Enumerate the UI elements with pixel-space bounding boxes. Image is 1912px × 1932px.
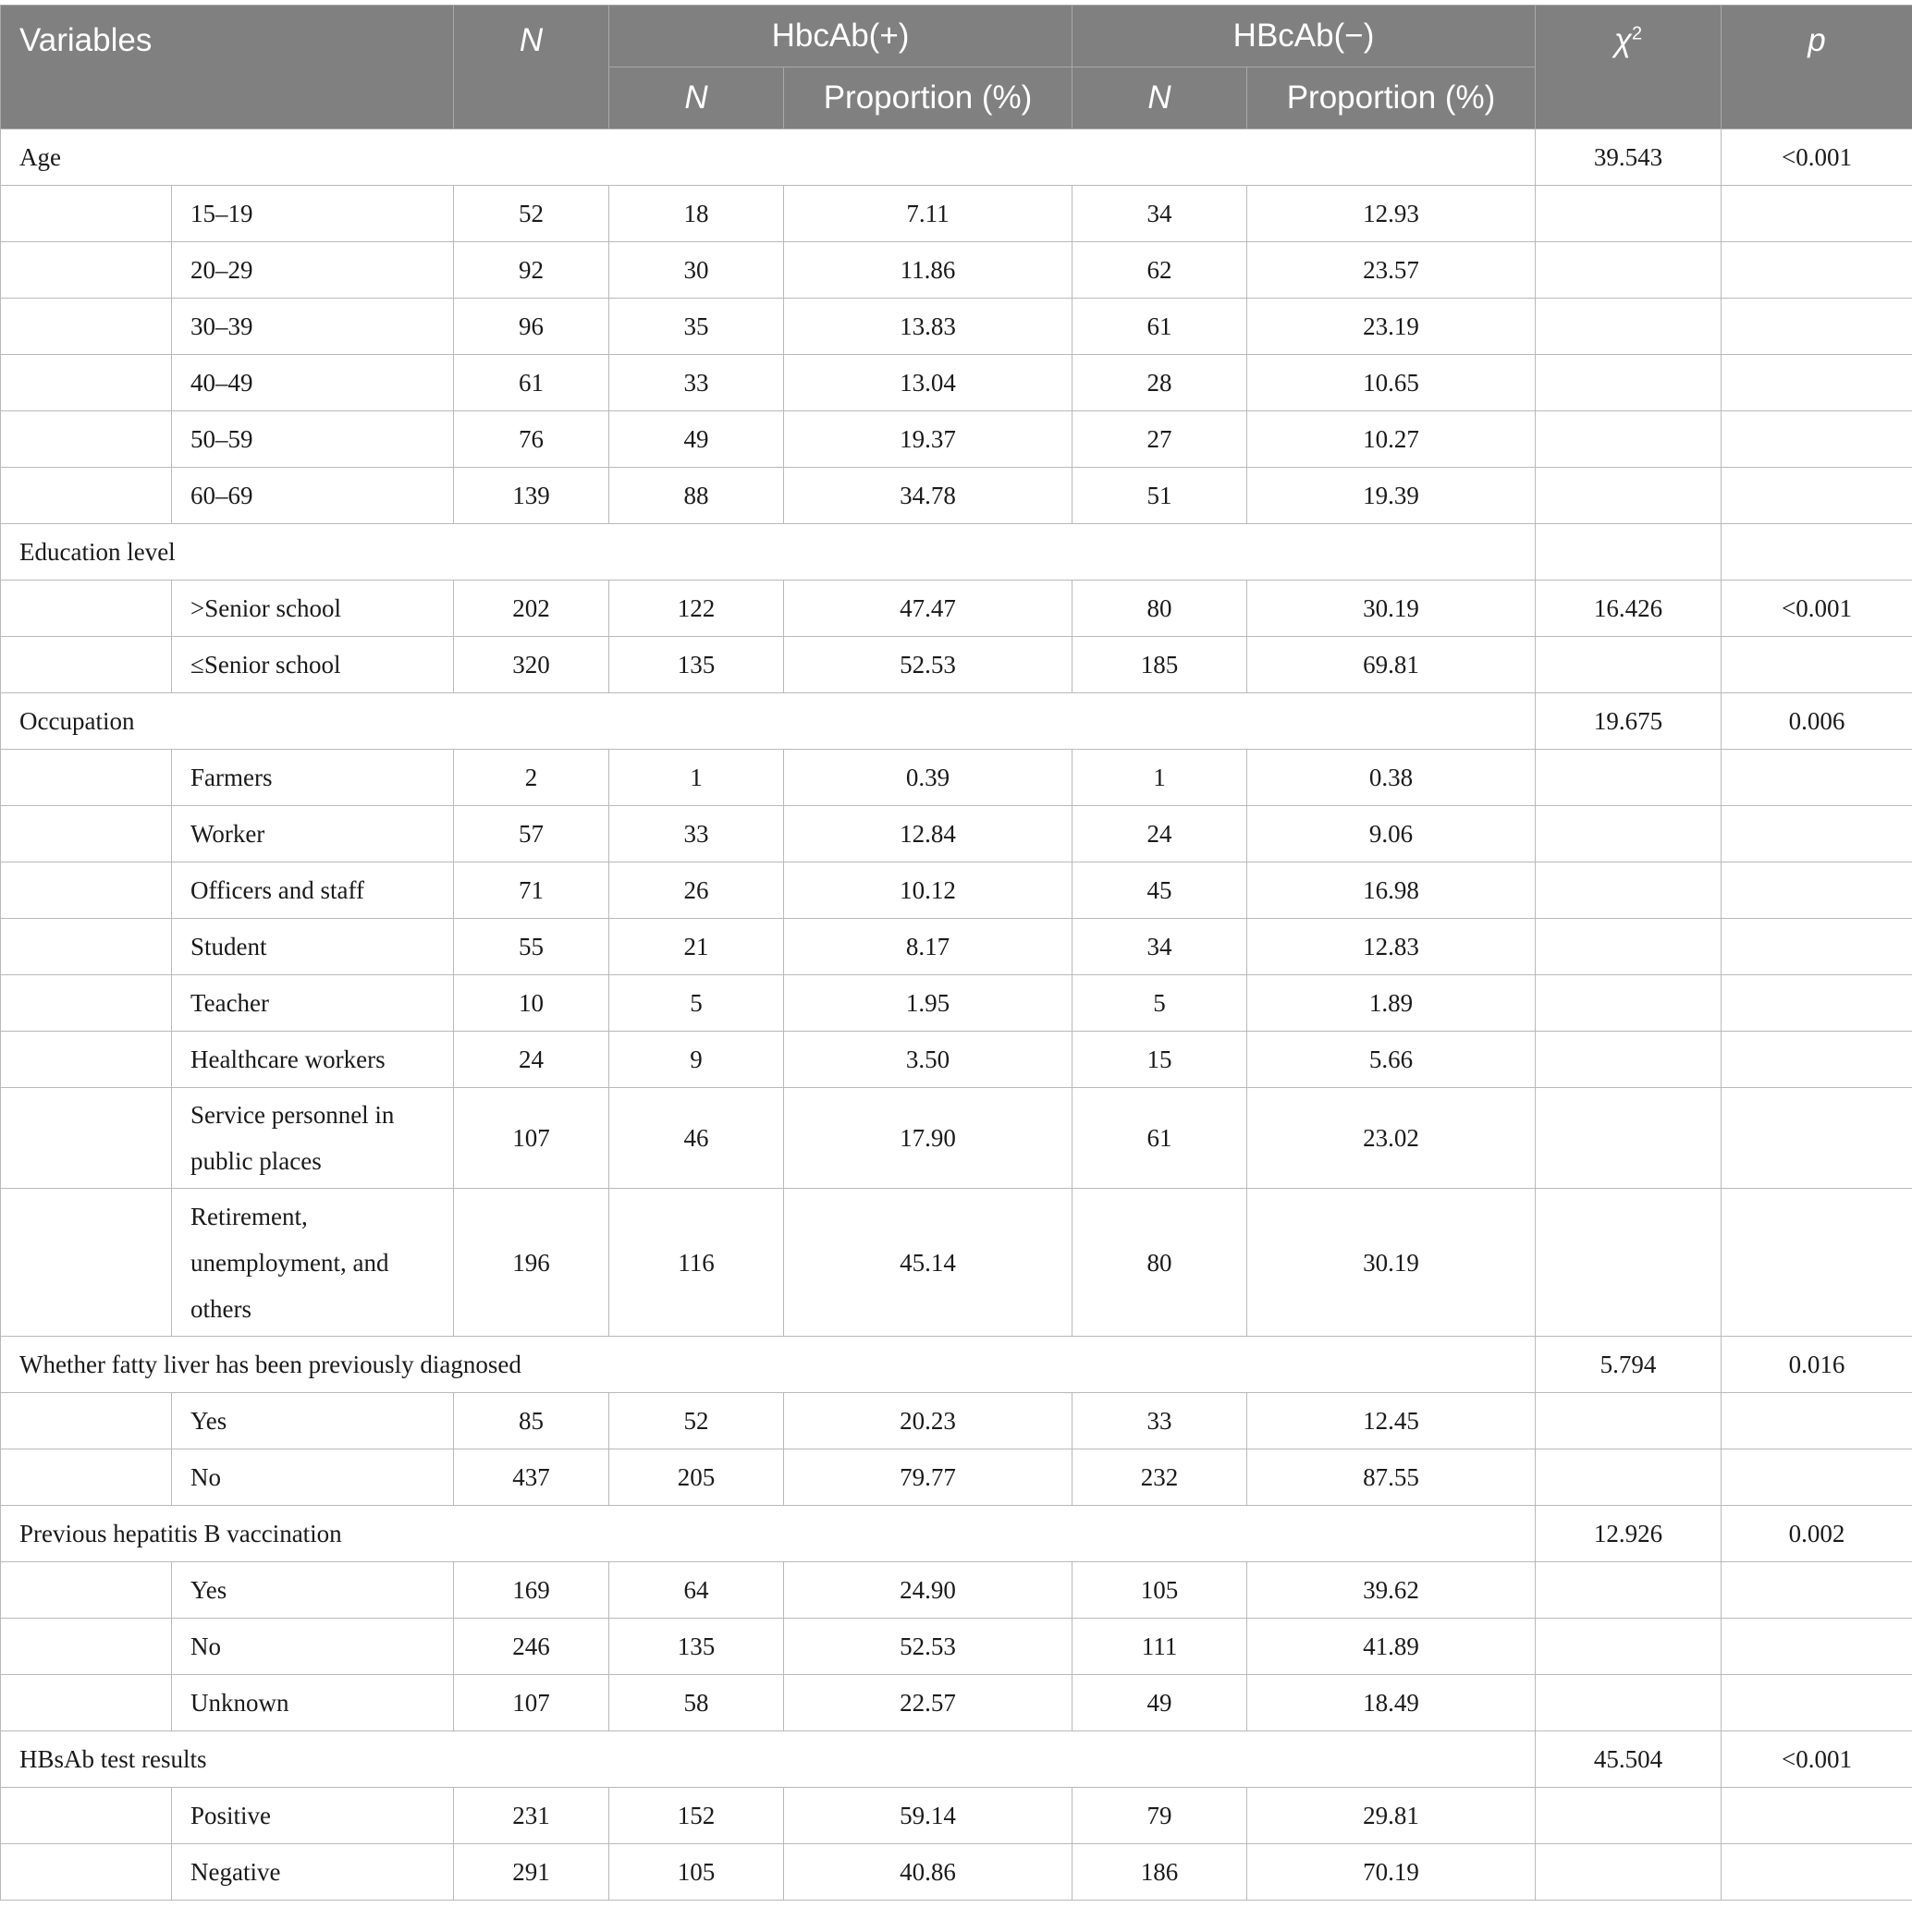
indent-cell bbox=[1, 468, 172, 524]
header-chi-square bbox=[1536, 6, 1722, 129]
positive-proportion: 59.14 bbox=[784, 1788, 1072, 1844]
chi-square-value bbox=[1536, 1088, 1722, 1189]
negative-n: 186 bbox=[1072, 1844, 1247, 1901]
p-value bbox=[1722, 1393, 1912, 1449]
p-value bbox=[1722, 468, 1912, 524]
table-row bbox=[1, 299, 1912, 355]
negative-n: 105 bbox=[1072, 1562, 1247, 1619]
positive-n: 88 bbox=[609, 468, 784, 524]
row-label: Healthcare workers bbox=[172, 1032, 454, 1088]
total-n: 61 bbox=[454, 355, 609, 411]
indent-cell bbox=[1, 242, 172, 299]
positive-n: 46 bbox=[609, 1088, 784, 1189]
positive-n: 52 bbox=[609, 1393, 784, 1449]
chi-square-value: 12.926 bbox=[1536, 1506, 1722, 1562]
chi-square-value: 45.504 bbox=[1536, 1731, 1722, 1788]
p-value bbox=[1722, 1189, 1912, 1337]
total-n: 196 bbox=[454, 1189, 609, 1337]
positive-proportion: 79.77 bbox=[784, 1449, 1072, 1506]
row-label: Yes bbox=[172, 1562, 454, 1619]
indent-cell bbox=[1, 1189, 172, 1337]
header-neg-n: N bbox=[1072, 67, 1247, 129]
positive-proportion: 40.86 bbox=[784, 1844, 1072, 1901]
indent-cell bbox=[1, 919, 172, 975]
header-p-value: p bbox=[1722, 6, 1912, 129]
positive-proportion: 22.57 bbox=[784, 1675, 1072, 1731]
positive-proportion: 8.17 bbox=[784, 919, 1072, 975]
chi-square-value bbox=[1536, 1189, 1722, 1337]
chi-superscript: 2 bbox=[1632, 23, 1643, 44]
positive-proportion: 19.37 bbox=[784, 411, 1072, 468]
group-row bbox=[1, 1506, 1912, 1562]
row-label: Yes bbox=[172, 1393, 454, 1449]
positive-proportion: 45.14 bbox=[784, 1189, 1072, 1337]
indent-cell bbox=[1, 1088, 172, 1189]
indent-cell bbox=[1, 1562, 172, 1619]
row-label: >Senior school bbox=[172, 581, 454, 637]
negative-n: 34 bbox=[1072, 919, 1247, 975]
group-label: Previous hepatitis B vaccination bbox=[1, 1506, 1536, 1562]
total-n: 202 bbox=[454, 581, 609, 637]
negative-n: 28 bbox=[1072, 355, 1247, 411]
negative-n: 1 bbox=[1072, 750, 1247, 806]
table-row bbox=[1, 468, 1912, 524]
positive-n: 9 bbox=[609, 1032, 784, 1088]
group-row bbox=[1, 129, 1912, 186]
total-n: 76 bbox=[454, 411, 609, 468]
negative-proportion: 9.06 bbox=[1247, 806, 1536, 862]
chi-square-value bbox=[1536, 411, 1722, 468]
group-label: Occupation bbox=[1, 693, 1536, 750]
row-label: 15–19 bbox=[172, 186, 454, 242]
row-label: 40–49 bbox=[172, 355, 454, 411]
table-row bbox=[1, 750, 1912, 806]
p-value bbox=[1722, 299, 1912, 355]
negative-n: 185 bbox=[1072, 637, 1247, 693]
p-value bbox=[1722, 1844, 1912, 1901]
indent-cell bbox=[1, 1449, 172, 1506]
p-value bbox=[1722, 862, 1912, 919]
row-label: 30–39 bbox=[172, 299, 454, 355]
p-value bbox=[1722, 1619, 1912, 1675]
row-label: 50–59 bbox=[172, 411, 454, 468]
negative-proportion: 18.49 bbox=[1247, 1675, 1536, 1731]
data-table bbox=[0, 5, 1912, 1901]
positive-n: 26 bbox=[609, 862, 784, 919]
table-row bbox=[1, 1032, 1912, 1088]
total-n: 437 bbox=[454, 1449, 609, 1506]
negative-proportion: 39.62 bbox=[1247, 1562, 1536, 1619]
table-row bbox=[1, 637, 1912, 693]
p-value bbox=[1722, 411, 1912, 468]
positive-proportion: 12.84 bbox=[784, 806, 1072, 862]
row-label: 60–69 bbox=[172, 468, 454, 524]
negative-n: 51 bbox=[1072, 468, 1247, 524]
negative-proportion: 30.19 bbox=[1247, 581, 1536, 637]
negative-proportion: 23.02 bbox=[1247, 1088, 1536, 1189]
row-label: No bbox=[172, 1619, 454, 1675]
negative-proportion: 19.39 bbox=[1247, 468, 1536, 524]
total-n: 246 bbox=[454, 1619, 609, 1675]
indent-cell bbox=[1, 186, 172, 242]
total-n: 231 bbox=[454, 1788, 609, 1844]
chi-square-value bbox=[1536, 1393, 1722, 1449]
row-label: Positive bbox=[172, 1788, 454, 1844]
table-row bbox=[1, 186, 1912, 242]
p-value: 0.002 bbox=[1722, 1506, 1912, 1562]
p-value bbox=[1722, 1032, 1912, 1088]
chi-square-value: 39.543 bbox=[1536, 129, 1722, 186]
chi-square-value bbox=[1536, 1788, 1722, 1844]
indent-cell bbox=[1, 637, 172, 693]
chi-symbol: χ bbox=[1613, 22, 1632, 58]
p-value bbox=[1722, 524, 1912, 581]
p-value bbox=[1722, 637, 1912, 693]
positive-n: 135 bbox=[609, 1619, 784, 1675]
p-value bbox=[1722, 806, 1912, 862]
total-n: 10 bbox=[454, 975, 609, 1032]
negative-n: 80 bbox=[1072, 581, 1247, 637]
table-row bbox=[1, 1393, 1912, 1449]
header-hbcab-negative: HBcAb(−) bbox=[1072, 6, 1536, 67]
chi-square-value bbox=[1536, 1675, 1722, 1731]
positive-n: 1 bbox=[609, 750, 784, 806]
table-row bbox=[1, 1449, 1912, 1506]
total-n: 71 bbox=[454, 862, 609, 919]
total-n: 57 bbox=[454, 806, 609, 862]
group-row bbox=[1, 1731, 1912, 1788]
row-label: Officers and staff bbox=[172, 862, 454, 919]
positive-proportion: 24.90 bbox=[784, 1562, 1072, 1619]
indent-cell bbox=[1, 1788, 172, 1844]
p-value bbox=[1722, 919, 1912, 975]
positive-n: 122 bbox=[609, 581, 784, 637]
row-label: Retirement, unemployment, and others bbox=[172, 1189, 454, 1337]
indent-cell bbox=[1, 975, 172, 1032]
negative-proportion: 0.38 bbox=[1247, 750, 1536, 806]
positive-proportion: 34.78 bbox=[784, 468, 1072, 524]
negative-n: 111 bbox=[1072, 1619, 1247, 1675]
group-label: Age bbox=[1, 129, 1536, 186]
indent-cell bbox=[1, 411, 172, 468]
p-value bbox=[1722, 1449, 1912, 1506]
positive-n: 205 bbox=[609, 1449, 784, 1506]
total-n: 169 bbox=[454, 1562, 609, 1619]
negative-proportion: 69.81 bbox=[1247, 637, 1536, 693]
row-label: Student bbox=[172, 919, 454, 975]
positive-proportion: 52.53 bbox=[784, 637, 1072, 693]
chi-square-value bbox=[1536, 1032, 1722, 1088]
group-label: Whether fatty liver has been previously diagnosed bbox=[1, 1337, 1536, 1393]
negative-n: 61 bbox=[1072, 1088, 1247, 1189]
chi-square-value bbox=[1536, 637, 1722, 693]
positive-proportion: 10.12 bbox=[784, 862, 1072, 919]
negative-n: 45 bbox=[1072, 862, 1247, 919]
chi-square-value bbox=[1536, 299, 1722, 355]
negative-proportion: 12.93 bbox=[1247, 186, 1536, 242]
header-pos-proportion: Proportion (%) bbox=[784, 67, 1072, 129]
table-row bbox=[1, 242, 1912, 299]
table-row bbox=[1, 1619, 1912, 1675]
table-row bbox=[1, 975, 1912, 1032]
p-value: 0.006 bbox=[1722, 693, 1912, 750]
row-label: Negative bbox=[172, 1844, 454, 1901]
p-value: <0.001 bbox=[1722, 1731, 1912, 1788]
positive-proportion: 3.50 bbox=[784, 1032, 1072, 1088]
header-neg-proportion: Proportion (%) bbox=[1247, 67, 1536, 129]
table-row bbox=[1, 1788, 1912, 1844]
chi-square-value: 5.794 bbox=[1536, 1337, 1722, 1393]
total-n: 320 bbox=[454, 637, 609, 693]
total-n: 291 bbox=[454, 1844, 609, 1901]
total-n: 92 bbox=[454, 242, 609, 299]
negative-proportion: 5.66 bbox=[1247, 1032, 1536, 1088]
p-value bbox=[1722, 186, 1912, 242]
positive-proportion: 13.83 bbox=[784, 299, 1072, 355]
table-row bbox=[1, 1562, 1912, 1619]
negative-proportion: 10.65 bbox=[1247, 355, 1536, 411]
p-value bbox=[1722, 242, 1912, 299]
chi-square-value bbox=[1536, 468, 1722, 524]
header-pos-n: N bbox=[609, 67, 784, 129]
negative-n: 62 bbox=[1072, 242, 1247, 299]
positive-proportion: 20.23 bbox=[784, 1393, 1072, 1449]
indent-cell bbox=[1, 1393, 172, 1449]
group-row bbox=[1, 693, 1912, 750]
chi-square-value bbox=[1536, 1562, 1722, 1619]
positive-n: 5 bbox=[609, 975, 784, 1032]
negative-proportion: 12.83 bbox=[1247, 919, 1536, 975]
table-row bbox=[1, 581, 1912, 637]
total-n: 85 bbox=[454, 1393, 609, 1449]
indent-cell bbox=[1, 1032, 172, 1088]
p-value: 0.016 bbox=[1722, 1337, 1912, 1393]
negative-n: 33 bbox=[1072, 1393, 1247, 1449]
row-label: Unknown bbox=[172, 1675, 454, 1731]
chi-square-value bbox=[1536, 919, 1722, 975]
p-value: <0.001 bbox=[1722, 129, 1912, 186]
indent-cell bbox=[1, 1844, 172, 1901]
positive-n: 58 bbox=[609, 1675, 784, 1731]
positive-n: 33 bbox=[609, 806, 784, 862]
negative-proportion: 10.27 bbox=[1247, 411, 1536, 468]
chi-square-value: 19.675 bbox=[1536, 693, 1722, 750]
negative-n: 79 bbox=[1072, 1788, 1247, 1844]
row-label: 20–29 bbox=[172, 242, 454, 299]
negative-n: 15 bbox=[1072, 1032, 1247, 1088]
chi-square-value: 16.426 bbox=[1536, 581, 1722, 637]
row-label: ≤Senior school bbox=[172, 637, 454, 693]
negative-proportion: 23.19 bbox=[1247, 299, 1536, 355]
p-value bbox=[1722, 975, 1912, 1032]
positive-n: 135 bbox=[609, 637, 784, 693]
chi-square-value bbox=[1536, 1449, 1722, 1506]
header-variables: Variables bbox=[1, 6, 454, 129]
table-row bbox=[1, 919, 1912, 975]
p-value bbox=[1722, 1675, 1912, 1731]
positive-proportion: 47.47 bbox=[784, 581, 1072, 637]
chi-square-value bbox=[1536, 862, 1722, 919]
indent-cell bbox=[1, 299, 172, 355]
header-hbcab-positive: HbcAb(+) bbox=[609, 6, 1072, 67]
negative-proportion: 70.19 bbox=[1247, 1844, 1536, 1901]
total-n: 52 bbox=[454, 186, 609, 242]
positive-proportion: 52.53 bbox=[784, 1619, 1072, 1675]
indent-cell bbox=[1, 581, 172, 637]
total-n: 139 bbox=[454, 468, 609, 524]
table-row bbox=[1, 1844, 1912, 1901]
total-n: 107 bbox=[454, 1675, 609, 1731]
table-container bbox=[0, 5, 1912, 1901]
row-label: Service personnel in public places bbox=[172, 1088, 454, 1189]
positive-proportion: 17.90 bbox=[784, 1088, 1072, 1189]
negative-n: 80 bbox=[1072, 1189, 1247, 1337]
positive-n: 64 bbox=[609, 1562, 784, 1619]
positive-n: 18 bbox=[609, 186, 784, 242]
table-row bbox=[1, 1675, 1912, 1731]
indent-cell bbox=[1, 1619, 172, 1675]
positive-n: 21 bbox=[609, 919, 784, 975]
negative-n: 24 bbox=[1072, 806, 1247, 862]
group-row bbox=[1, 1337, 1912, 1393]
positive-n: 49 bbox=[609, 411, 784, 468]
positive-proportion: 0.39 bbox=[784, 750, 1072, 806]
p-value bbox=[1722, 355, 1912, 411]
group-label: Education level bbox=[1, 524, 1536, 581]
chi-square-value bbox=[1536, 242, 1722, 299]
table-row bbox=[1, 806, 1912, 862]
chi-square-value bbox=[1536, 1619, 1722, 1675]
positive-n: 105 bbox=[609, 1844, 784, 1901]
chi-square-value bbox=[1536, 806, 1722, 862]
table-header bbox=[1, 6, 1912, 129]
negative-n: 27 bbox=[1072, 411, 1247, 468]
positive-n: 116 bbox=[609, 1189, 784, 1337]
negative-n: 49 bbox=[1072, 1675, 1247, 1731]
p-value bbox=[1722, 1088, 1912, 1189]
row-label: Worker bbox=[172, 806, 454, 862]
chi-square-value bbox=[1536, 524, 1722, 581]
chi-square-value bbox=[1536, 186, 1722, 242]
positive-n: 33 bbox=[609, 355, 784, 411]
negative-n: 61 bbox=[1072, 299, 1247, 355]
group-label: HBsAb test results bbox=[1, 1731, 1536, 1788]
indent-cell bbox=[1, 862, 172, 919]
negative-n: 34 bbox=[1072, 186, 1247, 242]
row-label: Farmers bbox=[172, 750, 454, 806]
p-value bbox=[1722, 1788, 1912, 1844]
total-n: 96 bbox=[454, 299, 609, 355]
header-n: N bbox=[454, 6, 609, 129]
indent-cell bbox=[1, 1675, 172, 1731]
indent-cell bbox=[1, 806, 172, 862]
group-row bbox=[1, 524, 1912, 581]
p-value: <0.001 bbox=[1722, 581, 1912, 637]
positive-n: 35 bbox=[609, 299, 784, 355]
negative-n: 232 bbox=[1072, 1449, 1247, 1506]
chi-square-value bbox=[1536, 750, 1722, 806]
negative-proportion: 23.57 bbox=[1247, 242, 1536, 299]
chi-square-value bbox=[1536, 355, 1722, 411]
negative-proportion: 16.98 bbox=[1247, 862, 1536, 919]
negative-proportion: 41.89 bbox=[1247, 1619, 1536, 1675]
total-n: 55 bbox=[454, 919, 609, 975]
p-value bbox=[1722, 1562, 1912, 1619]
table-row bbox=[1, 411, 1912, 468]
table-row bbox=[1, 1088, 1912, 1189]
positive-proportion: 11.86 bbox=[784, 242, 1072, 299]
negative-proportion: 1.89 bbox=[1247, 975, 1536, 1032]
table-row bbox=[1, 1189, 1912, 1337]
positive-proportion: 7.11 bbox=[784, 186, 1072, 242]
total-n: 107 bbox=[454, 1088, 609, 1189]
negative-proportion: 87.55 bbox=[1247, 1449, 1536, 1506]
positive-proportion: 13.04 bbox=[784, 355, 1072, 411]
chi-square-value bbox=[1536, 1844, 1722, 1901]
chi-square-value bbox=[1536, 975, 1722, 1032]
row-label: No bbox=[172, 1449, 454, 1506]
positive-n: 30 bbox=[609, 242, 784, 299]
table-row bbox=[1, 862, 1912, 919]
row-label: Teacher bbox=[172, 975, 454, 1032]
negative-proportion: 12.45 bbox=[1247, 1393, 1536, 1449]
negative-proportion: 30.19 bbox=[1247, 1189, 1536, 1337]
positive-proportion: 1.95 bbox=[784, 975, 1072, 1032]
negative-proportion: 29.81 bbox=[1247, 1788, 1536, 1844]
indent-cell bbox=[1, 355, 172, 411]
positive-n: 152 bbox=[609, 1788, 784, 1844]
total-n: 2 bbox=[454, 750, 609, 806]
p-value bbox=[1722, 750, 1912, 806]
table-row bbox=[1, 355, 1912, 411]
table-body bbox=[1, 129, 1912, 1901]
indent-cell bbox=[1, 750, 172, 806]
negative-n: 5 bbox=[1072, 975, 1247, 1032]
total-n: 24 bbox=[454, 1032, 609, 1088]
